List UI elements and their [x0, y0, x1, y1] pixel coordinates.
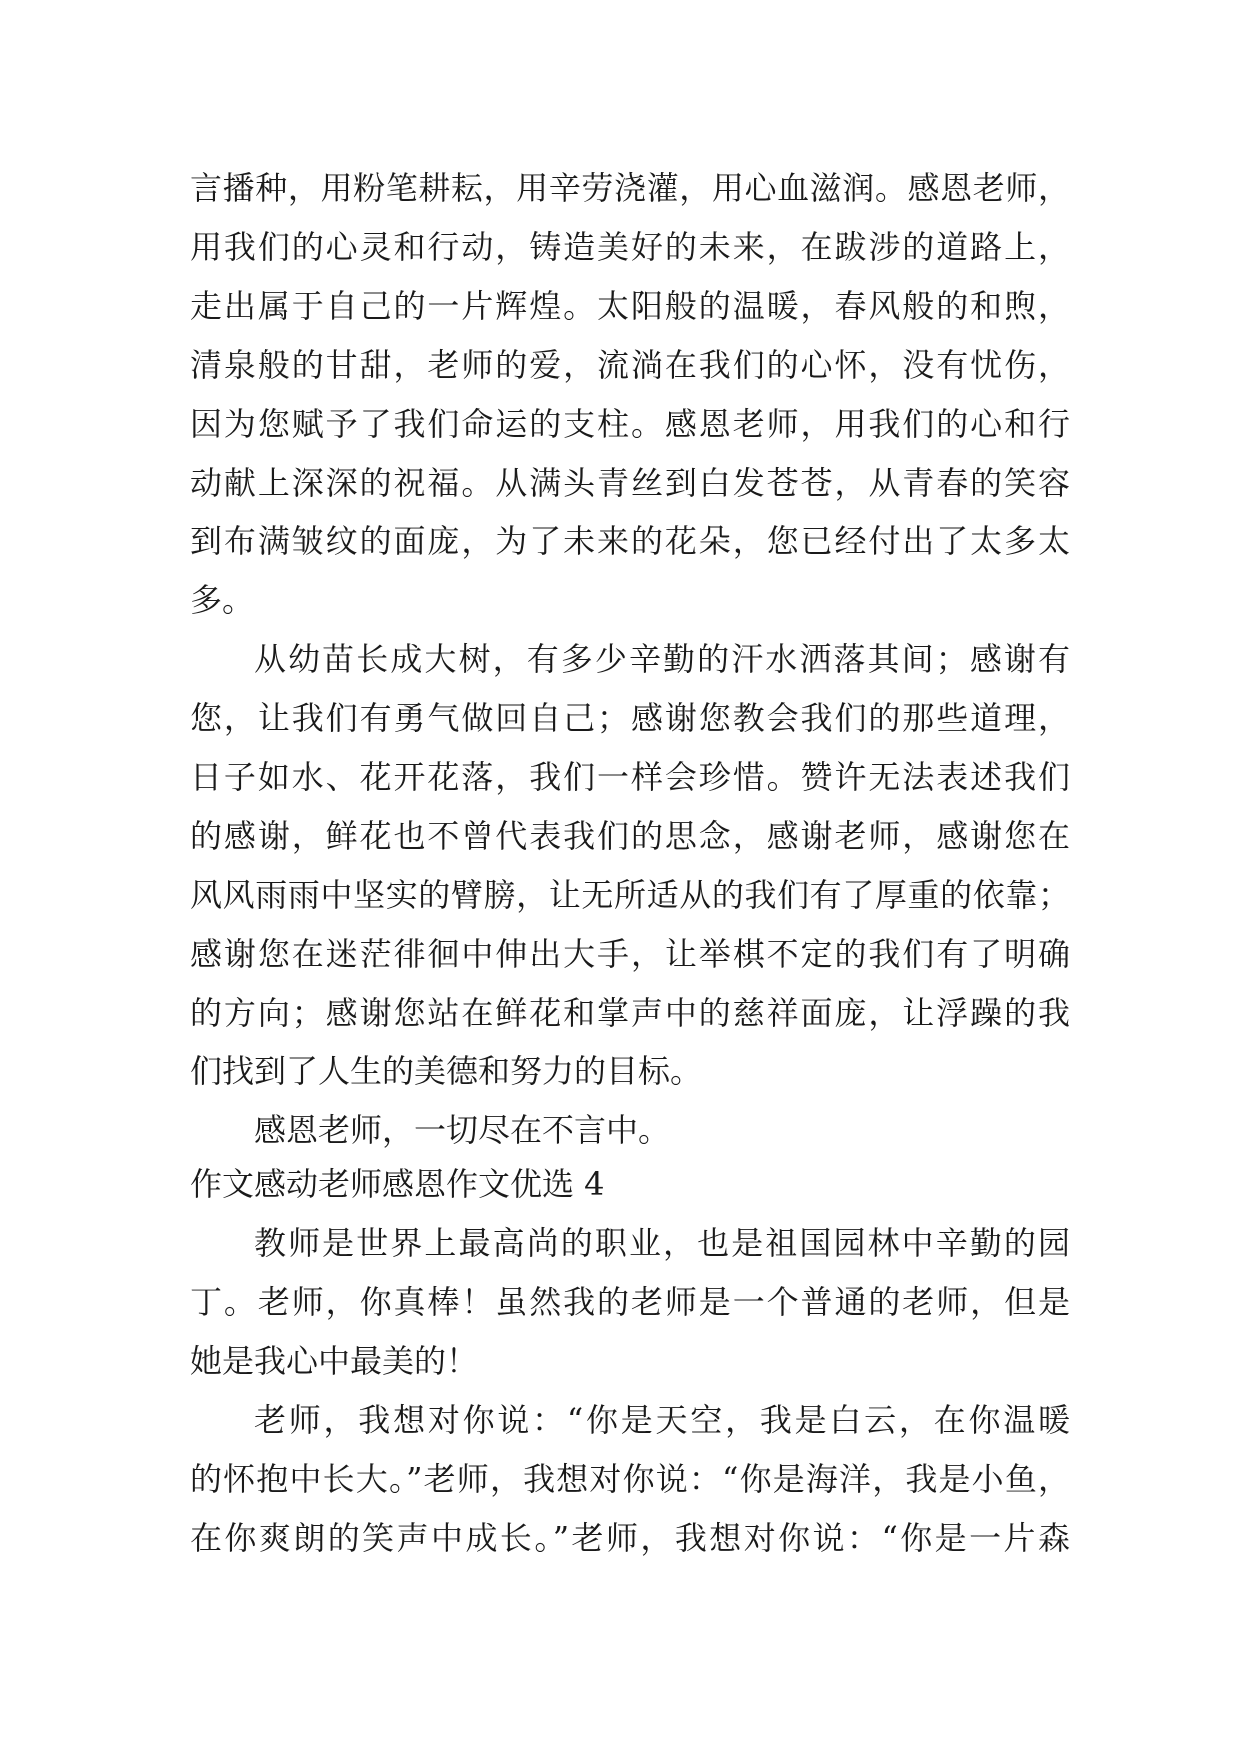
- text-line: 的方向；感谢您站在鲜花和掌声中的慈祥面庞，让浮躁的我: [190, 994, 1070, 1032]
- text-line: 用我们的心灵和行动，铸造美好的未来，在跋涉的道路上，: [190, 228, 1070, 266]
- text-line: 动献上深深的祝福。从满头青丝到白发苍苍，从青春的笑容: [190, 464, 1070, 502]
- text-line: 因为您赋予了我们命运的支柱。感恩老师，用我们的心和行: [190, 405, 1070, 443]
- text-line: 到布满皱纹的面庞，为了未来的花朵，您已经付出了太多太: [190, 522, 1070, 560]
- text-line: 从幼苗长成大树，有多少辛勤的汗水洒落其间；感谢有: [254, 640, 1070, 678]
- text-line: 老师，我想对你说：“你是天空，我是白云，在你温暖: [254, 1401, 1070, 1439]
- text-line: 教师是世界上最高尚的职业，也是祖国园林中辛勤的园: [254, 1224, 1070, 1262]
- text-line: 的怀抱中长大。”老师，我想对你说：“你是海洋，我是小鱼，: [190, 1460, 1070, 1498]
- text-line: 您，让我们有勇气做回自己；感谢您教会我们的那些道理，: [190, 699, 1070, 737]
- text-line: 多。: [190, 581, 255, 619]
- text-line: 走出属于自己的一片辉煌。太阳般的温暖，春风般的和煦，: [190, 287, 1070, 325]
- text-line: 言播种，用粉笔耕耘，用辛劳浇灌，用心血滋润。感恩老师，: [190, 169, 1070, 207]
- text-line: 清泉般的甘甜，老师的爱，流淌在我们的心怀，没有忧伤，: [190, 346, 1070, 384]
- text-line: 日子如水、花开花落，我们一样会珍惜。赞许无法表述我们: [190, 758, 1070, 796]
- text-line: 在你爽朗的笑声中成长。”老师，我想对你说：“你是一片森: [190, 1519, 1070, 1557]
- text-line: 丁。老师，你真棒！虽然我的老师是一个普通的老师，但是: [190, 1283, 1070, 1321]
- text-line: 感谢您在迷茫徘徊中伸出大手，让举棋不定的我们有了明确: [190, 935, 1070, 973]
- text-line: 感恩老师，一切尽在不言中。: [254, 1111, 671, 1149]
- text-line: 风风雨雨中坚实的臂膀，让无所适从的我们有了厚重的依靠；: [190, 876, 1070, 914]
- text-line: 们找到了人生的美德和努力的目标。: [190, 1052, 703, 1090]
- section-heading: 作文感动老师感恩作文优选 4: [190, 1165, 605, 1203]
- text-line: 的感谢，鲜花也不曾代表我们的思念，感谢老师，感谢您在: [190, 817, 1070, 855]
- text-line: 她是我心中最美的！: [190, 1342, 479, 1380]
